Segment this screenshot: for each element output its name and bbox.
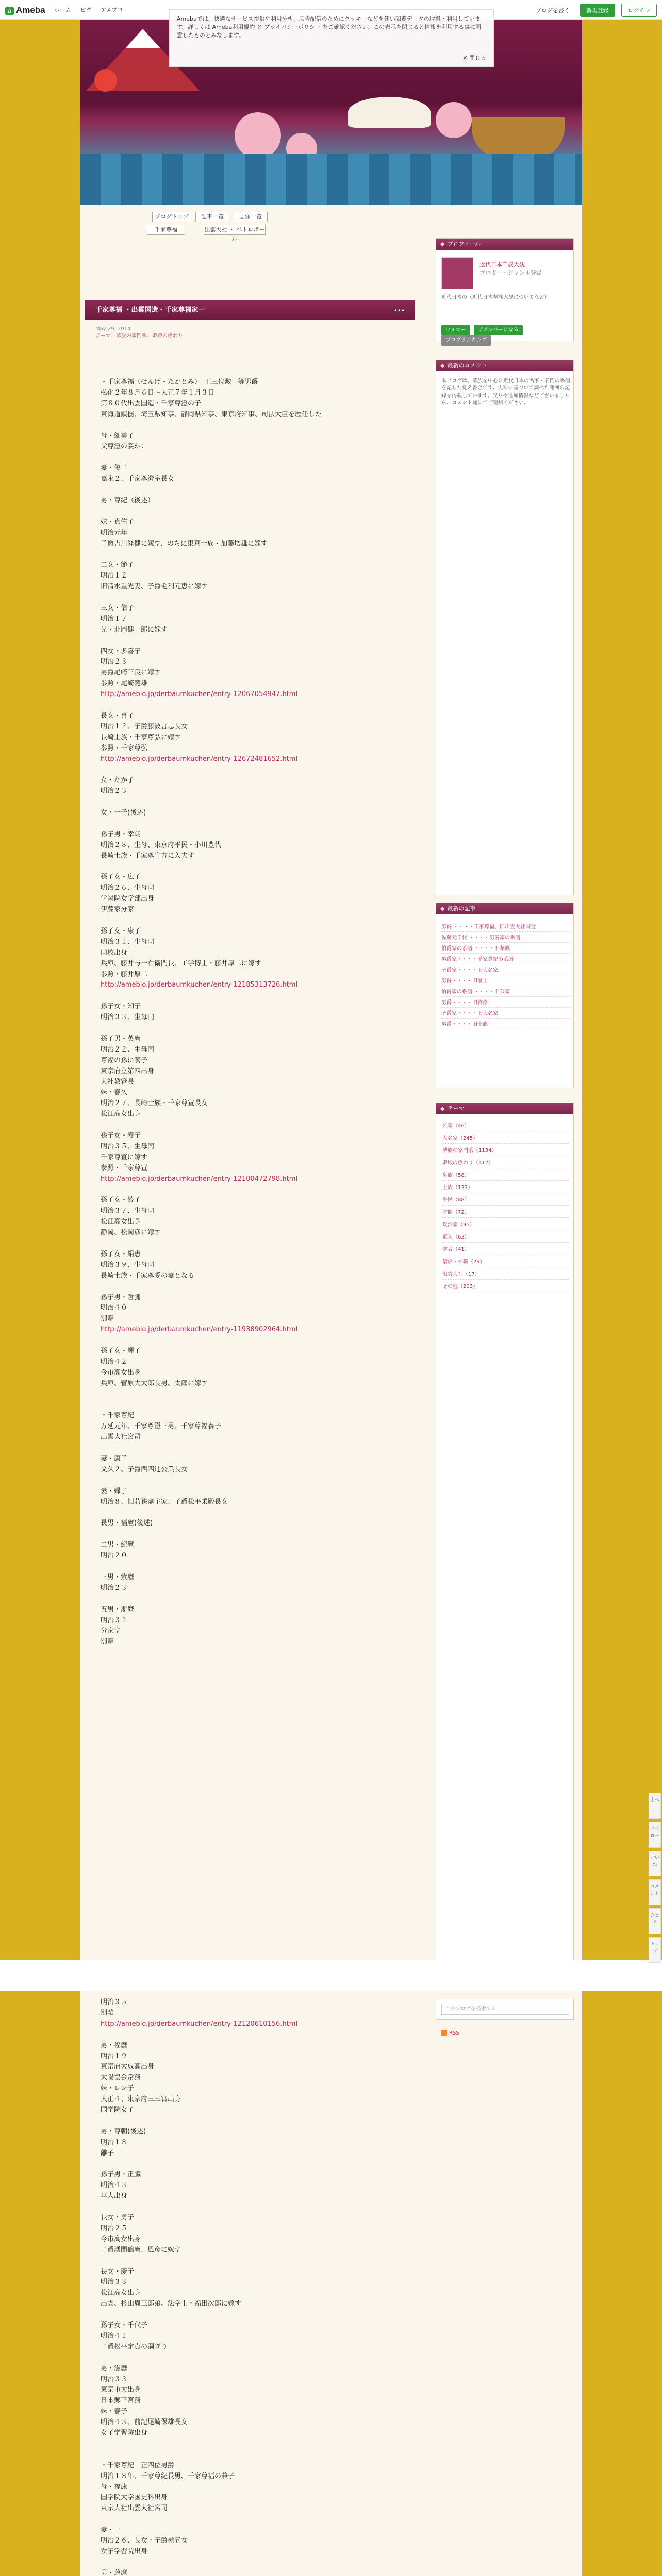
- entry-text-line: 参照・尾崎寛雄: [101, 680, 148, 688]
- entry-text-line: 参照・千家尊弘: [101, 744, 148, 752]
- entry-text-line: 明治２３: [101, 658, 128, 666]
- comments-head-label: 最新のコメント: [447, 362, 487, 369]
- entry-text-line: 明治１８年、千家尊紀長男、千家尊福の兼子: [101, 2472, 235, 2480]
- entry-text-line: 孫子女・広子: [101, 873, 141, 882]
- theme-link[interactable]: 僧侶・神職（29）: [442, 1257, 569, 1267]
- theme-widget: [436, 1103, 574, 1989]
- theme-link[interactable]: 皇族（58）: [442, 1170, 569, 1181]
- entry-text-line: 東海道鎮撫、埼玉県知事、静岡県知事、東京府知事、司法大臣を歴任した: [101, 410, 322, 418]
- entry-text-line: 明治３１: [101, 1616, 128, 1624]
- profile-head-label: プロフィール: [447, 241, 481, 247]
- entry-text-line: 明治２６、長女・子爵極五女: [101, 2537, 188, 2545]
- entry-text-line: 明治２７、長崎士族・千家尊宣長女: [101, 1099, 208, 1108]
- entry-text-line: 東京府立第四出身: [101, 1067, 155, 1075]
- entry-text-line: 松江高女出身: [101, 1218, 141, 1226]
- entry-text-line: 伊藤家分家: [101, 906, 135, 914]
- entry-text-line: 参照・千家尊宣: [101, 1164, 148, 1172]
- signup-button[interactable]: 新規登録: [580, 4, 615, 17]
- entry-text-line: 二男・紀麿: [101, 1541, 135, 1549]
- entry-text-line: 松江高女出身: [101, 2289, 141, 2297]
- entry-link[interactable]: http://ameblo.jp/derbaumkuchen/entry-11938902964.html: [101, 1326, 298, 1334]
- theme-link[interactable]: 公家（46）: [442, 1121, 569, 1131]
- entry-text-line: 早大出身: [101, 2192, 128, 2200]
- entry-text-line: 孫子男・正臓: [101, 2171, 141, 2179]
- entry-header: [85, 300, 415, 320]
- entry-text-line: 弘化２年８月６日～大正７年１月３日: [101, 388, 215, 397]
- theme-link[interactable]: 姫殿の係わり（412）: [442, 1158, 569, 1168]
- floating-tool-button[interactable]: 上へ: [649, 1793, 661, 1819]
- entry-text-line: 三男・紫麿: [101, 1573, 135, 1581]
- entry-text-line: 長女・慶子: [101, 2267, 135, 2276]
- profile-widget: [436, 238, 574, 341]
- theme-link[interactable]: 財閥（72）: [442, 1207, 569, 1218]
- entry-text-line: 別離: [101, 1315, 114, 1323]
- theme-link[interactable]: 大名家（245）: [442, 1133, 569, 1144]
- blog-nav: [80, 205, 582, 242]
- entry-menu-icon[interactable]: •••: [393, 307, 405, 314]
- top-nav-ameblo[interactable]: アメブロ: [101, 7, 123, 13]
- entry-text-line: 明治１８: [101, 2138, 128, 2146]
- entry-text-line: 男・福麿: [101, 2041, 128, 2049]
- entry-text-line: 子爵吉川経健に嫁す、のちに東京士族・加藤増雄に嫁す: [101, 539, 268, 548]
- theme-widget-head: [436, 1103, 573, 1114]
- latest-entry-link[interactable]: 子爵家・・・・旧大名家: [441, 1009, 570, 1019]
- latest-entry-link[interactable]: 男爵・・・・旧藩士: [441, 977, 570, 986]
- comments-widget-head: [436, 360, 573, 371]
- latest-entry-link[interactable]: 男爵・・・・旧士族: [441, 1020, 570, 1029]
- entry-text-line: 孫子女・綾子: [101, 1196, 141, 1205]
- page-gap: [0, 1960, 662, 1991]
- login-button[interactable]: ログイン: [621, 4, 657, 17]
- rss-link[interactable]: [441, 2030, 459, 2036]
- nav-theme-link-1[interactable]: [147, 225, 185, 235]
- latest-head-label: 最新の記事: [447, 905, 476, 912]
- theme-link[interactable]: 出雲大社（17）: [442, 1269, 569, 1280]
- cookie-close-button[interactable]: ✕ 閉じる: [462, 55, 486, 61]
- theme-link[interactable]: 平民（88）: [442, 1195, 569, 1206]
- entry-text-line: 長崎士族・千家尊宣方に入夫す: [101, 852, 195, 860]
- entry-text-line: 妹・春子: [101, 2408, 128, 2416]
- theme-link[interactable]: その他（203）: [442, 1281, 569, 1292]
- nav-image-list[interactable]: [234, 212, 268, 222]
- entry-text-line: 別離: [101, 2009, 114, 2017]
- entry-text-line: 出雲大社宮司: [101, 1433, 141, 1442]
- comments-widget: [436, 360, 574, 895]
- theme-link[interactable]: 華族の家門系（1134）: [442, 1145, 569, 1156]
- fuji-snowcap-illustration: [125, 29, 160, 48]
- floating-tool-button[interactable]: コメント: [649, 1879, 661, 1905]
- floating-tool-button[interactable]: フォロー: [649, 1822, 661, 1848]
- entry-text-line: 第８０代出雲国造・千家尊澄の子: [101, 399, 202, 408]
- entry-text-line: 明治３１、生母同: [101, 938, 155, 946]
- nav-theme-link-2[interactable]: [204, 225, 266, 242]
- entry-text-line: 明治４２: [101, 1358, 128, 1366]
- entry-text-line: 明治１９: [101, 2052, 128, 2060]
- theme-link[interactable]: 政治家（95）: [442, 1219, 569, 1230]
- entry-text-line: 出雲、杉山周三郎弟、法学士・福田次郎に嫁す: [101, 2300, 242, 2308]
- entry-text-line: 参照・藤井厚二: [101, 970, 148, 978]
- entry-text-line: 明治２８、生母、東京府平民・小川豊代: [101, 841, 222, 849]
- entry-text-line: 尊福の孫に養子: [101, 1056, 148, 1064]
- entry-text-line: 孫子女・絹恵: [101, 1250, 141, 1258]
- latest-entry-link[interactable]: 男爵家・・・・千家尊紀の系譜: [441, 955, 570, 964]
- treasure-boat-illustration: [472, 117, 565, 159]
- entry-text-line: 明治４３: [101, 2181, 128, 2190]
- entry-text-line: 東京大社出雲大社宮司: [101, 2504, 168, 2513]
- entry-text-line: 静岡、松岡彦に嫁す: [101, 1229, 161, 1237]
- entry-text-line: 男・蓮麿: [101, 2569, 128, 2576]
- entry-theme-prefix: テーマ：: [95, 333, 116, 339]
- nav-theme-link-1-label: 千家尊福: [155, 226, 177, 233]
- entry-text-line: 学習院女学部出身: [101, 895, 155, 903]
- entry-text-line: 母・細美子: [101, 432, 135, 440]
- entry-text-line: 万延元年、千家尊澄三男、千家尊福養子: [101, 1422, 222, 1431]
- rising-sun-illustration: [94, 69, 117, 92]
- entry-text-line: 兵庫、菅原大太郎長男、太郎に嫁す: [101, 1379, 208, 1387]
- entry-text-line: 三女・信子: [101, 604, 135, 612]
- nav-entry-list[interactable]: [195, 212, 229, 222]
- profile-buttons: [441, 325, 573, 346]
- logo-text: Ameba: [16, 5, 45, 15]
- blog-search-input[interactable]: このブログを検索する: [441, 2004, 569, 2015]
- entry-link[interactable]: http://ameblo.jp/derbaumkuchen/entry-12100472798.html: [101, 1175, 298, 1183]
- entry-text-line: 明治１２: [101, 572, 128, 580]
- entry-link[interactable]: http://ameblo.jp/derbaumkuchen/entry-12120610156.html: [101, 2020, 298, 2028]
- floating-tool-button[interactable]: いいね: [649, 1851, 661, 1876]
- entry-text-line: 妻・一: [101, 2526, 121, 2534]
- entry-text-line: 明治２６、生母同: [101, 884, 155, 892]
- entry-text-line: 明治３５、生母同: [101, 1142, 155, 1150]
- entry-text-line: 明治１７: [101, 615, 128, 623]
- blog-search-widget: [436, 1999, 574, 2020]
- entry-text-line: 兄・北岡健一郎に嫁す: [101, 625, 168, 634]
- ranking-button[interactable]: ブログランキング: [441, 335, 491, 346]
- entry-text-line: 明治３５: [101, 1998, 128, 2006]
- theme-link[interactable]: 士族（137）: [442, 1182, 569, 1193]
- entry-text-line: 長男・福麿(後述): [101, 1519, 153, 1528]
- diamond-icon: ◆: [440, 362, 445, 369]
- entry-text-line: 妹・レン子: [101, 2084, 134, 2093]
- entry-text-line: 今市高女出身: [101, 2235, 141, 2243]
- entry-text-line: 妻・康子: [101, 1455, 128, 1463]
- entry-text-line: 長崎士族・千家尊愛の妻となる: [101, 1272, 195, 1280]
- entry-text-line: 孫子女・知子: [101, 1003, 141, 1011]
- write-blog-link[interactable]: ブログを書く: [535, 7, 570, 14]
- theme-head-label: テーマ: [447, 1105, 465, 1112]
- entry-text-line: 太陽協会常務: [101, 2074, 141, 2082]
- entry-text-line: 明治２３: [101, 1584, 128, 1592]
- entry-text-line: 明治３３: [101, 2278, 128, 2286]
- entry-text-line: 子爵松平定貞の嗣ぎり: [101, 2343, 168, 2351]
- theme-link[interactable]: 軍人（63）: [442, 1232, 569, 1243]
- latest-entry-link[interactable]: 子爵家・・・・旧大名家: [441, 966, 570, 975]
- entry-text-line: 明治３３、生母同: [101, 1013, 155, 1022]
- profile-name[interactable]: 近代日本華族大観: [479, 261, 525, 268]
- entry-text-line: 男・滋麿: [101, 2364, 128, 2372]
- profile-widget-head: [436, 239, 573, 250]
- entry-text-line: 男爵尾崎三良に嫁す: [101, 669, 161, 677]
- entry-text-line: 国学院女子: [101, 2106, 135, 2114]
- entry-text-line: 離子: [101, 2149, 114, 2157]
- entry-text-line: 男・尊紀（後述）: [101, 496, 155, 504]
- entry-text-line: 明治３９、生母同: [101, 1261, 155, 1269]
- nav-theme-link-2-label: 出雲大社 ・ ペトロポール: [204, 226, 265, 242]
- entry-text-line: 明治２５: [101, 2224, 128, 2232]
- entry-text-line: 明治１２、子爵藤波言忠長女: [101, 722, 188, 731]
- wave-pattern: [80, 154, 582, 205]
- entry-link[interactable]: http://ameblo.jp/derbaumkuchen/entry-12672481652.html: [101, 755, 298, 763]
- ameba-logo-icon: a: [5, 7, 14, 15]
- top-nav: [54, 6, 130, 14]
- cookie-notice-text: Amebaでは、快適なサービス提供や利用分析、広告配信のためにクッキーなどを使い閲覧データの取得・利用しています。詳しくは Ameba利用規約 と プライバシーポリシー をご確認ください。この表示を閉じると情報を利用する事に同意したものとみなします。: [177, 15, 482, 39]
- entry-text-line: 女・たか子: [101, 776, 135, 785]
- latest-entries-widget: [436, 903, 574, 1088]
- entry-text-line: 父尊澄の妾か：: [101, 443, 148, 451]
- entry-text-line: 孫子女・康子: [101, 927, 141, 935]
- entry-meta: [95, 326, 183, 340]
- entry-text-line: 母・福康: [101, 2483, 128, 2491]
- entry-text-line: 別離: [101, 1638, 114, 1646]
- rss-label: RSS: [449, 2030, 459, 2036]
- latest-entry-link[interactable]: 伯爵家の系譜 ・・・・旧公家: [441, 988, 570, 997]
- diamond-icon: ◆: [440, 241, 445, 247]
- latest-entry-link[interactable]: 男爵・・・・旧官僚: [441, 998, 570, 1008]
- entry-text-line: ・千家尊福（せんげ・たかとみ） 正三位勲一等男爵: [101, 378, 258, 386]
- entry-text-line: ・千家尊紀 正四位男爵: [101, 2461, 175, 2469]
- entry-title[interactable]: 千家尊福 ・出雲国造・千家尊福家一: [95, 306, 205, 314]
- entry-link[interactable]: http://ameblo.jp/derbaumkuchen/entry-12067054947.html: [101, 690, 298, 699]
- entry-text-line: 女・一子(後述): [101, 809, 146, 817]
- floating-tool-button[interactable]: トップ: [649, 1937, 661, 1963]
- profile-sub: ブロガー・ジャンル登録: [479, 269, 542, 276]
- amember-button[interactable]: アメンバーになる: [474, 325, 523, 335]
- avatar[interactable]: [441, 257, 473, 289]
- entry-text-line: 妹・真佐子: [101, 518, 135, 526]
- diamond-icon: ◆: [440, 905, 445, 912]
- comments-text: 本ブログは、華族を中心に近代日本の名家・名門の系譜を記した覚え書きです。史料に基づいて調べた範囲の記録を掲載しています。誤りや追加情報などございましたら、コメント欄にてご連絡ください。: [441, 378, 570, 406]
- entry-text-line: 今市高女出身: [101, 1368, 141, 1377]
- entry-link[interactable]: http://ameblo.jp/derbaumkuchen/entry-12185313726.html: [101, 981, 298, 989]
- top-nav-pigg[interactable]: ピグ: [80, 7, 92, 13]
- entry-text-line: 千家尊宣に嫁す: [101, 1153, 148, 1161]
- entry-text-line: 東京府大成高出身: [101, 2063, 155, 2071]
- cherry-blossom-illustration: [235, 112, 281, 159]
- entry-text-line: 明治３３: [101, 2375, 128, 2383]
- entry-text-line: 旧清水重光妻、子爵毛利元恵に嫁す: [101, 583, 208, 591]
- nav-image-list-label: 画像一覧: [239, 213, 262, 220]
- entry-text-line: 女子学習院出身: [101, 2547, 148, 2555]
- cherry-blossom-illustration: [436, 102, 472, 138]
- entry-text-line: 長女・喜子: [101, 711, 135, 720]
- nav-entry-list-label: 記事一覧: [201, 213, 224, 220]
- entry-text-line: 孫子男・哲彌: [101, 1293, 141, 1301]
- crane-illustration: [348, 97, 431, 128]
- entry-text-line: 男・尊朝(後述): [101, 2127, 146, 2136]
- entry-text-line: 明治３７、生母同: [101, 1207, 155, 1215]
- entry-text-line: 明治２０: [101, 1552, 128, 1560]
- top-actions: [536, 4, 657, 17]
- entry-text-line: 同校出身: [101, 948, 128, 957]
- diamond-icon: ◆: [440, 1105, 445, 1112]
- floating-tool-button[interactable]: シェア: [649, 1908, 661, 1934]
- latest-entry-link[interactable]: 佐藤元千代 ・・・・男爵家の系譜: [441, 934, 570, 943]
- theme-link[interactable]: 学者（41）: [442, 1244, 569, 1255]
- entry-text-line: 明治元年: [101, 529, 128, 537]
- nav-blog-top-label: ブログトップ: [155, 213, 189, 220]
- entry-text-line: 四女・多喜子: [101, 647, 141, 655]
- top-nav-home[interactable]: ホーム: [54, 7, 71, 13]
- entry-text-line: 長女・勇子: [101, 2214, 135, 2222]
- entry-text-line: 日本郵三宮務: [101, 2397, 141, 2405]
- entry-text-line: 二女・節子: [101, 561, 135, 569]
- entry-text-line: 孫子男・英麿: [101, 1035, 141, 1043]
- entry-text-line: 東京市大出身: [101, 2386, 141, 2394]
- entry-text-line: 国学院大学国史科出身: [101, 2494, 168, 2502]
- latest-entry-link[interactable]: 男爵 ・・・・千家尊福、旧出雲大社国造: [441, 923, 570, 932]
- entry-text-line: 孫子女・寿子: [101, 1132, 141, 1140]
- entry-date: May 29, 2014: [95, 326, 131, 332]
- entry-text-line: 五男・斯麿: [101, 1605, 135, 1614]
- rss-icon: [441, 2030, 447, 2036]
- ameba-logo[interactable]: [5, 5, 45, 15]
- entry-text-line: 明治２２、生母同: [101, 1045, 155, 1054]
- entry-text-line: 明治４３、前記尾崎保雄長女: [101, 2418, 188, 2427]
- entry-text-line: 大正４、東京府三三宮出身: [101, 2095, 181, 2104]
- entry-text-line: 孫子女・輝子: [101, 1347, 141, 1355]
- entry-text-line: 松江高女出身: [101, 1110, 141, 1118]
- entry-text-line: 文久２、子爵西四辻公業長女: [101, 1465, 188, 1473]
- entry-text-line: 女子学習院出身: [101, 2429, 148, 2437]
- profile-description: 近代日本の（近代日本華族大観についてなど）: [441, 295, 550, 300]
- entry-text-line: 明治４１: [101, 2332, 128, 2340]
- entry-text-line: 孫子女・千代子: [101, 2321, 148, 2329]
- entry-text-line: 嘉永２、千家尊澄室長女: [101, 475, 175, 483]
- entry-theme-link[interactable]: 華族の家門系、姫殿の係わり: [116, 333, 183, 339]
- cookie-close-label: 閉じる: [469, 55, 486, 61]
- entry-text-line: 妻・婦子: [101, 1487, 128, 1495]
- latest-widget-head: [436, 903, 573, 914]
- entry-text-line: 兵庫、藤井与一右衛門長、工学博士・藤井厚二に嫁す: [101, 959, 262, 968]
- entry-text-line: ・千家尊紀: [101, 1412, 135, 1420]
- entry-text-line: 明治８、旧若狭藩主家、子爵松平乗殿長女: [101, 1498, 228, 1506]
- entry-text-line: 大社教管長: [101, 1078, 135, 1086]
- entry-text-line: 子爵湧間鶴麿、風彦に嫁す: [101, 2246, 181, 2254]
- entry-text-line: 長崎士族・千家尊弘に嫁す: [101, 733, 181, 741]
- entry-text-line: 分家す: [101, 1627, 121, 1635]
- follow-button[interactable]: フォロー: [441, 325, 470, 335]
- nav-blog-top[interactable]: [152, 212, 191, 222]
- entry-text-line: 孫子男・幸朗: [101, 830, 141, 838]
- entry-text-line: 明治２３: [101, 787, 128, 795]
- entry-text-line: 妻・俊子: [101, 464, 128, 472]
- entry-text-line: 妹・春久: [101, 1089, 128, 1097]
- latest-entry-link[interactable]: 伯爵家の系譜 ・・・・旧華族: [441, 944, 570, 954]
- cookie-notice: [169, 9, 494, 67]
- entry-text-line: 明治４０: [101, 1304, 128, 1312]
